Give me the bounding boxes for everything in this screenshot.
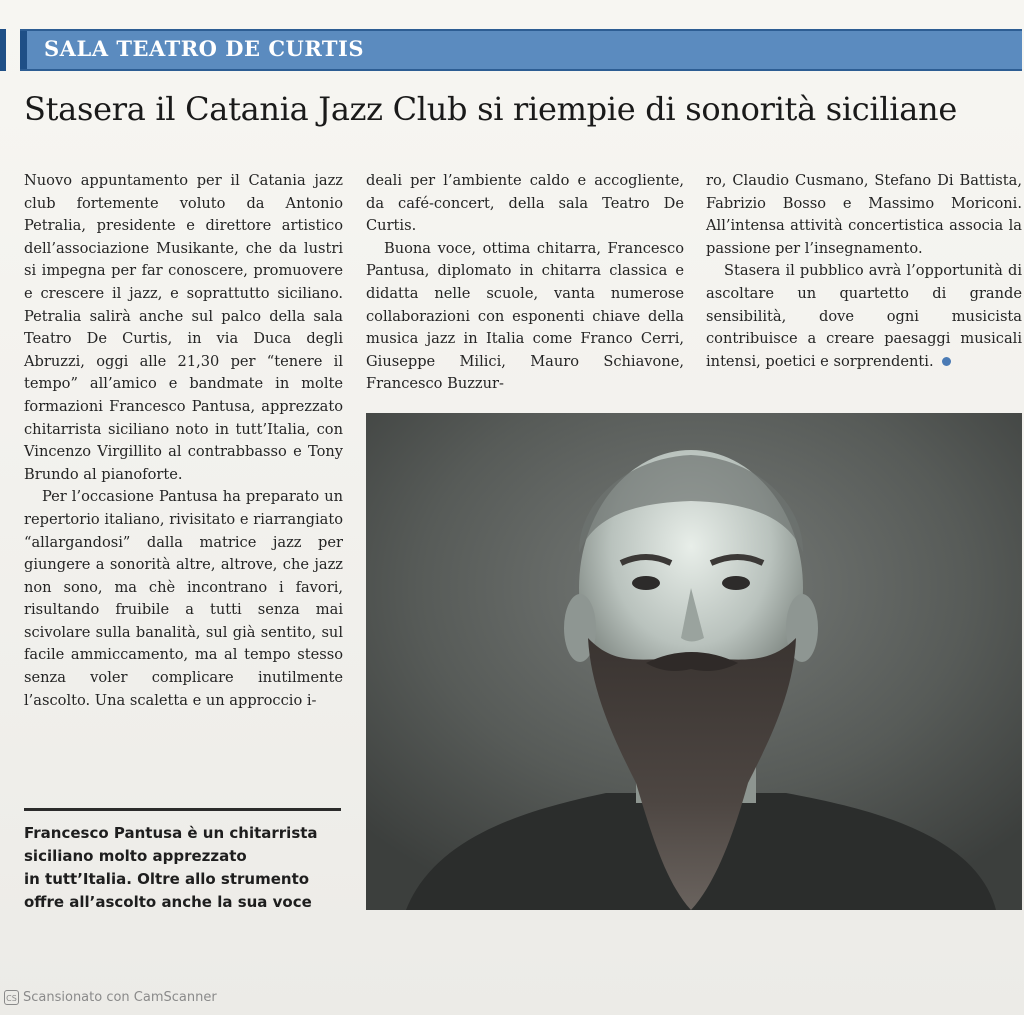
- end-of-article-bullet-icon: [942, 357, 951, 366]
- banner-accent-bar: [20, 31, 27, 69]
- caption-line: Francesco Pantusa è un chitarrista: [24, 824, 318, 842]
- paragraph: deali per l’ambiente caldo e accogliente, da café-concert, della sala Teatro De Curtis.: [366, 172, 684, 235]
- scanner-watermark-text: Scansionato con CamScanner: [23, 990, 217, 1005]
- paragraph: ro, Claudio Cusmano, Stefano Di Battista, Fabrizio Bosso e Massimo Moriconi. All’intensa attività concertistica associa la passione per l’insegnamento.: [706, 172, 1022, 257]
- portrait-photo: [366, 413, 1022, 910]
- paragraph: [706, 260, 1022, 373]
- section-banner: [20, 29, 1022, 71]
- closing-text: Stasera il pubblico avrà l’opportunità di ascoltare un quartetto di grande sensibilità, dove ogni musicista contribuisce a creare paesaggi musicali intensi, poetici e sorprendenti.: [706, 262, 1022, 370]
- page-edge-marker: [0, 29, 6, 71]
- photo-caption: [24, 822, 344, 914]
- article-column-2: [366, 170, 684, 396]
- paragraph: Buona voce, ottima chitarra, Francesco Pantusa, diplomato in chitarra classica e didatta nelle scuole, vanta numerose collaborazioni con esponenti chiave della musica jazz in Italia come Franco Cerri, Giuseppe Milici, Mauro Schiavone, Francesco Buzzur-: [366, 239, 684, 393]
- paragraph: Nuovo appuntamento per il Catania jazz club fortemente voluto da Antonio Petralia, presidente e direttore artistico dell’associazione Musikante, che da lustri si impegna per far conoscere, promuovere e crescere il jazz, e soprattutto siciliano. Petralia salirà anche sul palco della sala Teatro De Curtis, in via Duca degli Abruzzi, oggi alle 21,30 per “tenere il tempo” all’amico e bandmate in molte formazioni Francesco Pantusa, apprezzato chitarrista siciliano noto in tutt’Italia, con Vincenzo Virgillito al contrabbasso e Tony Brundo al pianoforte.: [24, 172, 343, 483]
- camscanner-logo-icon: CS: [4, 990, 19, 1005]
- bearded-man-portrait-image: [366, 413, 1022, 910]
- paragraph: Per l’occasione Pantusa ha preparato un repertorio italiano, rivisitato e riarrangiato “allargandosi” dalla matrice jazz per giungere a sonorità altre, altrove, che jazz non sono, ma chè incontrano i favori, risultando fruibile a tutti senza mai scivolare sulla banalità, sul già sentito, sul facile ammiccamento, ma al tempo stesso senza voler complicare inutilmente l’ascolto. Una scaletta e un approccio i-: [24, 488, 343, 709]
- caption-line: offre all’ascolto anche la sua voce: [24, 893, 312, 911]
- article-column-1: [24, 170, 343, 712]
- section-label: SALA TEATRO DE CURTIS: [44, 36, 365, 61]
- article-column-3: [706, 170, 1022, 373]
- caption-line: in tutt’Italia. Oltre allo strumento: [24, 870, 310, 888]
- article-headline: Stasera il Catania Jazz Club si riempie di sonorità siciliane: [24, 90, 957, 128]
- caption-divider: [24, 808, 341, 811]
- scanner-watermark: [4, 990, 217, 1005]
- caption-line: siciliano molto apprezzato: [24, 847, 247, 865]
